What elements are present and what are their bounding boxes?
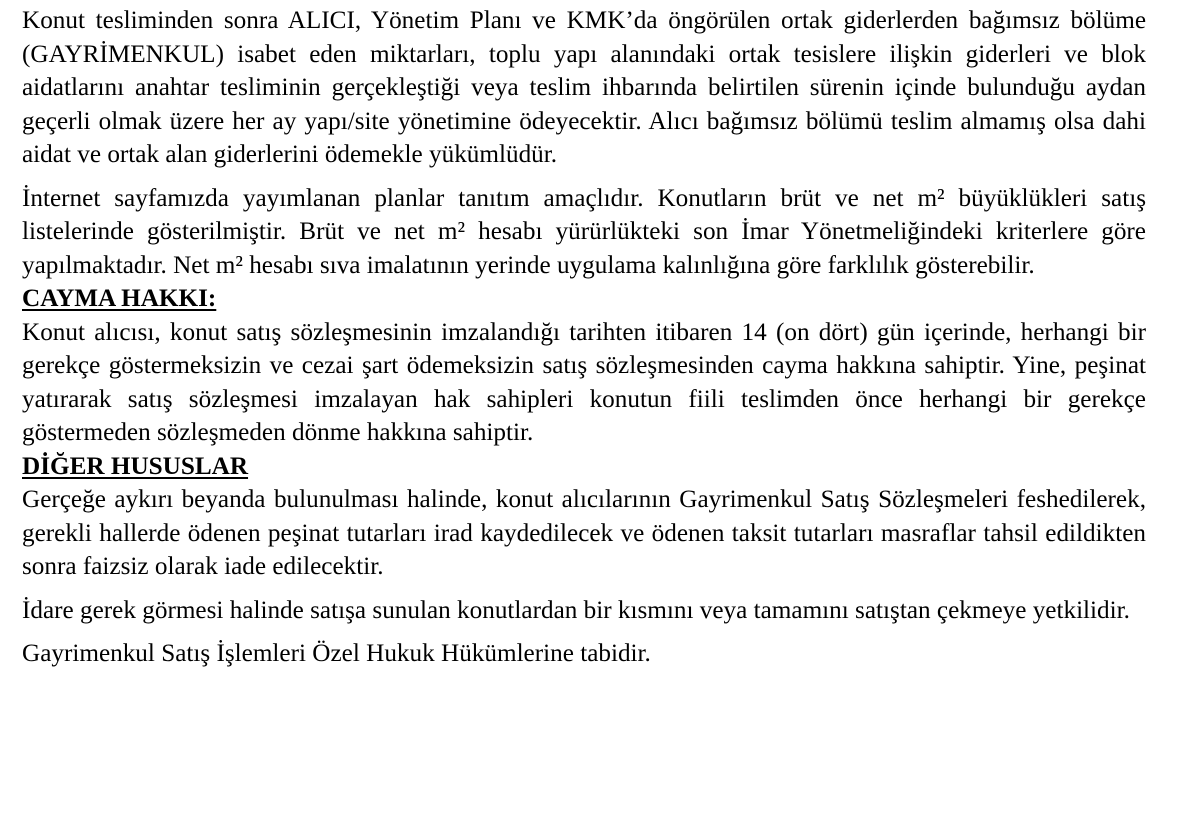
heading-other-matters xyxy=(22,450,1146,484)
heading-withdrawal-right xyxy=(22,282,1146,316)
paragraph-private-law: Gayrimenkul Satış İşlemleri Özel Hukuk Hükümlerine tabidir. xyxy=(22,640,651,667)
paragraph-administration-right: İdare gerek görmesi halinde satışa sunulan konutlardan bir kısmını veya tamamını satıştan çekmeye yetkilidir. xyxy=(22,596,1130,624)
heading-withdrawal-right-text: CAYMA HAKKI: xyxy=(22,285,217,312)
paragraph-false-statement: Gerçeğe aykırı beyanda bulunulması halinde, konut alıcılarının Gayrimenkul Satış Sözleşmeleri feshedilerek, gerekli hallerde ödenen peşinat tutarları irad kaydedilecek ve ödenen taksit tutarları masraflar tahsil edildikten sonra faizsiz olarak iade edilecektir. xyxy=(22,486,1146,580)
paragraph-common-expenses: Konut tesliminden sonra ALICI, Yönetim Planı ve KMK’da öngörülen ortak giderlerden bağımsız bölüme (GAYRİMENKUL) isabet eden miktarları, toplu yapı alanındaki ortak tesislere ilişkin giderleri ve blok aidatlarını anahtar tesliminin gerçekleştiği veya teslim ihbarında belirtilen sürenin içinde bulunduğu aydan geçerli olmak üzere her ay yapı/site yönetimine ödeyecektir. Alıcı bağımsız bölümü teslim almamış olsa dahi aidat ve ortak alan giderlerini ödemekle yükümlüdür. xyxy=(22,7,1146,168)
paragraph-plans-area: İnternet sayfamızda yayımlanan planlar tanıtım amaçlıdır. Konutların brüt ve net m² büyüklükleri satış listelerinde gösterilmiştir. Brüt ve net m² hesabı yürürlükteki son İmar Yönetmeliğindeki kriterlere göre yapılmaktadır. Net m² hesabı sıva imalatının yerinde uygulama kalınlığına göre farklılık gösterebilir. xyxy=(22,184,1146,279)
paragraph-withdrawal-right: Konut alıcısı, konut satış sözleşmesinin imzalandığı tarihten itibaren 14 (on dört) gün içerinde, herhangi bir gerekçe göstermeksizin ve cezai şart ödemeksizin satış sözleşmesinden cayma hakkına sahiptir. Yine, peşinat yatırarak satış sözleşmesi imzalayan hak sahipleri konutun fiili teslimden önce herhangi bir gerekçe göstermeden sözleşmeden dönme hakkına sahiptir. xyxy=(22,318,1146,446)
heading-other-matters-text: DİĞER HUSUSLAR xyxy=(22,452,249,480)
document-page xyxy=(22,4,1146,671)
